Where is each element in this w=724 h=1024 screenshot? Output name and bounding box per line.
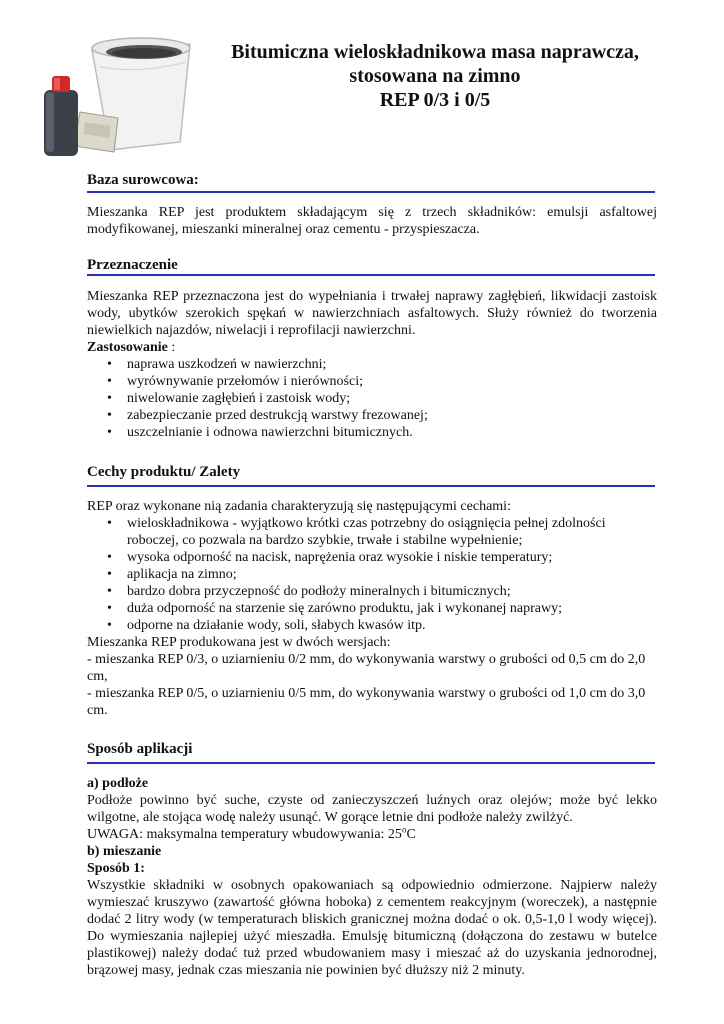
version-1: - mieszanka REP 0/3, o uziarnieniu 0/2 mm, do wykonywania warstwy o grubości od 0,5 cm do 2,0 cm, (87, 652, 646, 684)
versions-intro: Mieszanka REP produkowana jest w dwóch wersjach: (87, 635, 391, 650)
list-item: • wysoka odporność na nacisk, naprężenia oraz wysokie i niskie temperatury; (87, 549, 657, 566)
title-line-2: stosowana na zimno (349, 65, 521, 87)
degree-sup: o (401, 824, 407, 835)
sposob-1-label: Sposób 1: (87, 861, 145, 876)
list-item: • zabezpieczanie przed destrukcją warstwy frezowanej; (87, 407, 657, 424)
list-item: • odporne na działanie wody, soli, słabych kwasów itp. (87, 617, 657, 634)
section-heading-sposob: Sposób aplikacji (87, 741, 193, 757)
list-item: • duża odporność na starzenie się zarówno produktu, jak i wykonanej naprawy; (87, 600, 657, 617)
cechy-intro: REP oraz wykonane nią zadania charakteryzują się następującymi cechami: (87, 499, 511, 514)
podloze-label: a) podłoże (87, 776, 149, 791)
section-heading-baza: Baza surowcowa: (87, 172, 199, 188)
cechy-block (87, 498, 657, 719)
cechy-list (87, 515, 657, 634)
uwaga-text: UWAGA: maksymalna temperatury wbudowywania: 25 (87, 827, 402, 842)
list-item: • aplikacja na zimno; (87, 566, 657, 583)
podloze-text: Podłoże powinno być suche, czyste od zanieczyszczeń luźnych oraz olejów; może być lekko wilgotne, ale stojąca wodę należy usunąć. W gorące letnie dni podłoże należy zwilżyć. (87, 793, 657, 825)
list-item: • naprawa uszkodzeń w nawierzchni; (87, 356, 657, 373)
przeznaczenie-block (87, 288, 657, 441)
section-rule (87, 274, 655, 276)
section-rule (87, 485, 655, 487)
list-item: • wieloskładnikowa - wyjątkowo krótki czas potrzebny do osiągnięcia pełnej zdolności roboczej, co pozwala na bardzo szybkie, trwałe i stabilne wypełnienie; (87, 515, 657, 549)
uwaga-unit: C (406, 827, 416, 842)
section-heading-przeznaczenie: Przeznaczenie (87, 257, 178, 273)
title-line-1: Bitumiczna wieloskładnikowa masa naprawcza, (231, 41, 639, 63)
zastosowanie-label: Zastosowanie (87, 340, 168, 355)
sposob-block (87, 775, 657, 979)
title-line-3: REP 0/3 i 0/5 (379, 89, 491, 111)
version-2: - mieszanka REP 0/5, o uziarnieniu 0/5 mm, do wykonywania warstwy o grubości od 1,0 cm do 3,0 cm. (87, 686, 646, 718)
mieszanie-label: b) mieszanie (87, 844, 162, 859)
list-item: • wyrównywanie przełomów i nierówności; (87, 373, 657, 390)
przeznaczenie-text: Mieszanka REP przeznaczona jest do wypełniania i trwałej naprawy zagłębień, likwidacji zastoisk wody, ubytków szerokich spękań w nawierzchniach asfaltowych. Służy również do tworzenia niewielkich najazdów, niwelacji i reprofilacji nawierzchni. (87, 289, 657, 338)
list-item: • niwelowanie zagłębień i zastoisk wody; (87, 390, 657, 407)
mieszanie-text: Wszystkie składniki w osobnych opakowaniach są odpowiednio odmierzone. Najpierw należy wymieszać kruszywo (zawartość głównа hoboka) z cementem reakcyjnym (woreczek), a następnie dodać 2 litry wody (w temperaturach bliskich granicznej można dodać o ok. 0,5-1,0 l wody więcej). Do wymieszania najlepiej użyć mieszadła. Emulsję bitumiczną (dołączona do zestawu w butelce plastikowej) należy dodać tuż przed wbudowaniem masy i mieszać aż do uzyskania jednorodnej, brązowej masy, jednak czas mieszania nie powinien być dłuższy niż 2 minuty. (87, 878, 657, 978)
document-title (200, 40, 670, 112)
uwaga-line (87, 826, 657, 843)
list-item: • uszczelnianie i odnowa nawierzchni bitumicznych. (87, 424, 657, 441)
product-photo (40, 32, 200, 162)
list-item: • bardzo dobra przyczepność do podłoży mineralnych i bitumicznych; (87, 583, 657, 600)
zastosowanie-colon: : (167, 340, 176, 355)
section-rule (87, 762, 655, 764)
section-heading-cechy: Cechy produktu/ Zalety (87, 464, 241, 480)
baza-text: Mieszanka REP jest produktem składającym się z trzech składników: emulsji asfaltowej modyfikowanej, mieszanki mineralnej oraz cementu - przyspieszacza. (87, 205, 657, 237)
zastosowanie-list (87, 356, 657, 441)
section-rule (87, 191, 655, 193)
zastosowanie-line (87, 339, 657, 356)
